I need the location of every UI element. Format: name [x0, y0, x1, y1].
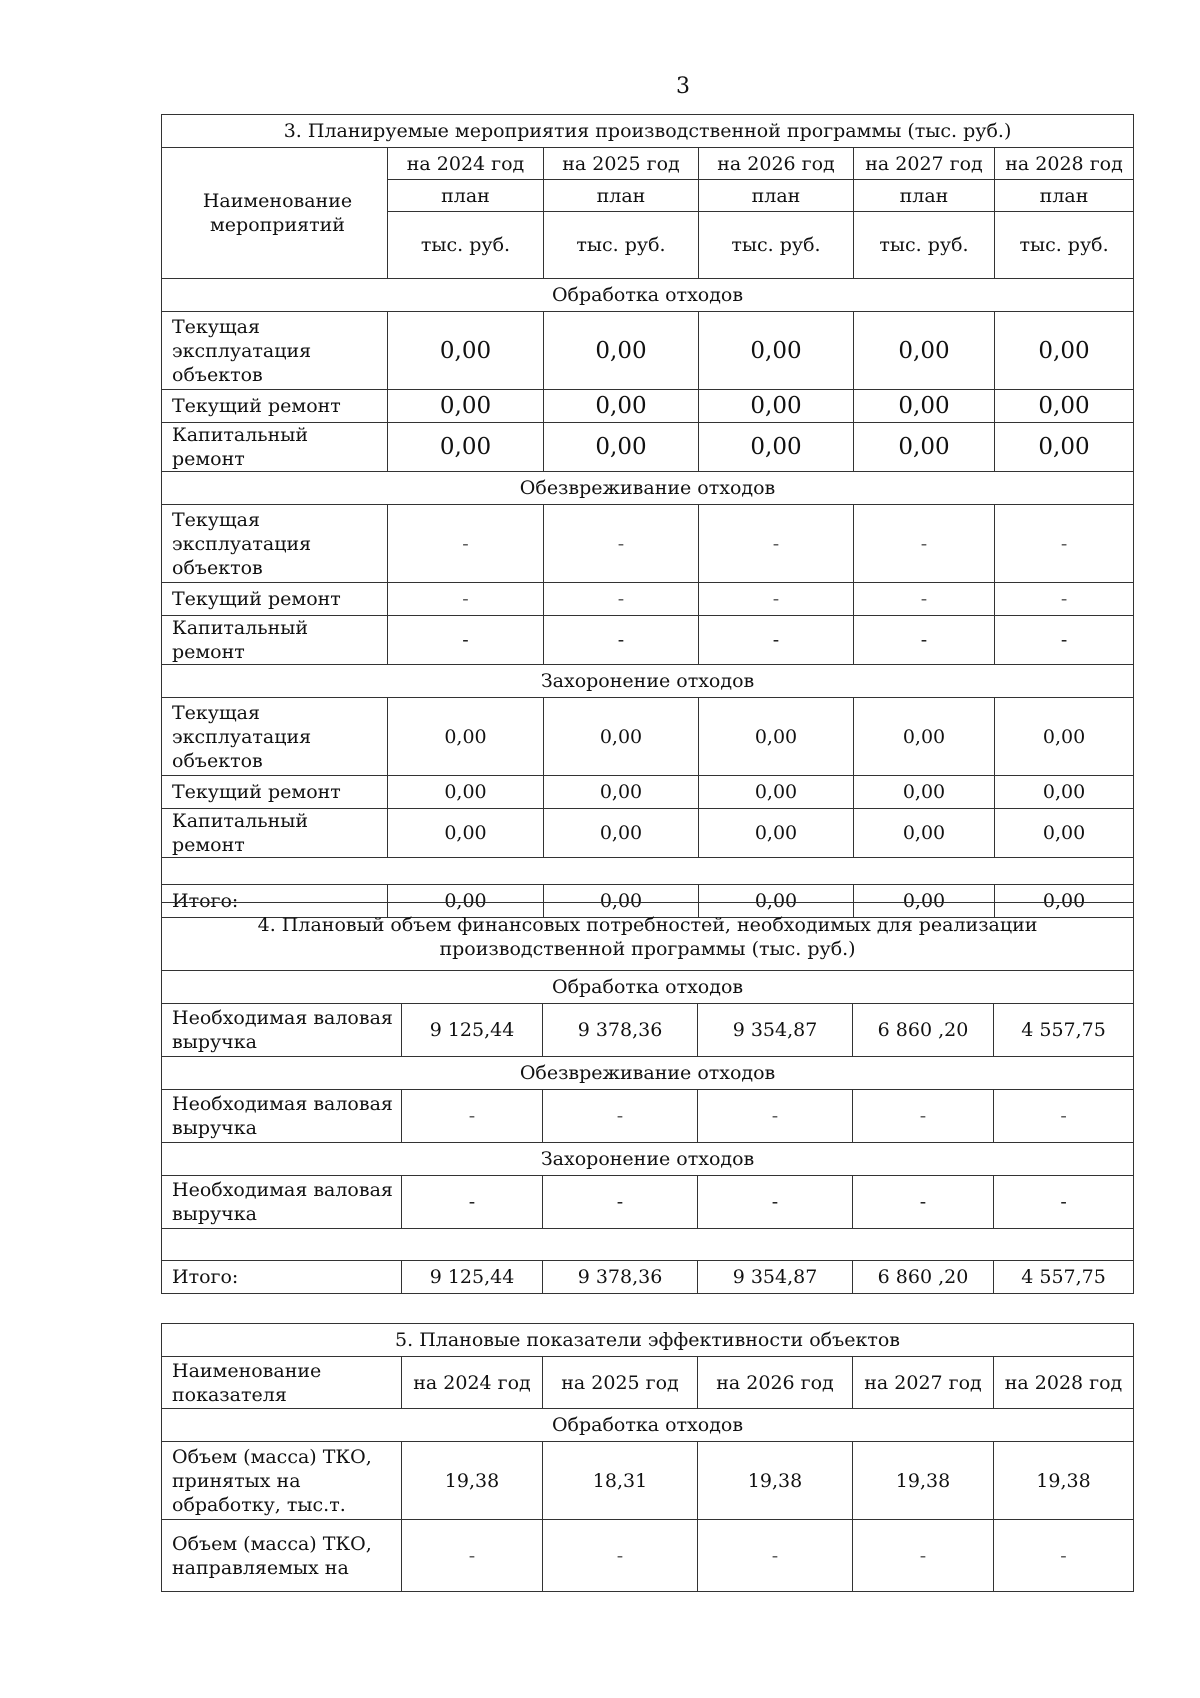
section3-title: 3. Планируемые мероприятия производственной программы (тыс. руб.) — [162, 115, 1134, 148]
spacer-row — [162, 1229, 1134, 1261]
total-label: Итого: — [162, 885, 388, 918]
activity-name-header: Наименование мероприятий — [162, 148, 388, 279]
group-title: Обработка отходов — [162, 279, 1134, 312]
section4-title: 4. Плановый объем финансовых потребностей, необходимых для реализации производственной программы (тыс. руб.) — [162, 903, 1134, 971]
value-cell: - — [543, 1176, 698, 1229]
value-cell: - — [699, 583, 854, 616]
group-title: Захоронение отходов — [162, 665, 1134, 698]
total-value: 0,00 — [699, 885, 854, 918]
value-cell: - — [544, 616, 699, 665]
value-cell: - — [995, 616, 1134, 665]
total-value: 9 378,36 — [543, 1261, 698, 1294]
year-header: на 2024 год — [402, 1357, 543, 1409]
total-value: 4 557,75 — [994, 1261, 1134, 1294]
value-cell: 0,00 — [854, 809, 995, 858]
year-header: на 2028 год — [995, 148, 1134, 180]
value-cell: - — [543, 1520, 698, 1592]
group-title: Захоронение отходов — [162, 1143, 1134, 1176]
financial-needs-table — [161, 902, 1134, 1294]
value-cell: 18,31 — [543, 1442, 698, 1520]
row-name: Текущая эксплуатация объектов — [162, 505, 388, 583]
plan-label: план — [388, 180, 544, 212]
value-cell: - — [544, 505, 699, 583]
value-cell: - — [854, 616, 995, 665]
value-cell: 0,00 — [699, 809, 854, 858]
value-cell: - — [994, 1090, 1134, 1143]
value-cell: - — [388, 616, 544, 665]
value-cell: 0,00 — [854, 776, 995, 809]
value-cell: 0,00 — [388, 312, 544, 390]
total-label: Итого: — [162, 1261, 402, 1294]
value-cell: 0,00 — [388, 809, 544, 858]
section5-title: 5. Плановые показатели эффективности объектов — [162, 1324, 1134, 1357]
value-cell: 0,00 — [854, 312, 995, 390]
unit-label: тыс. руб. — [995, 212, 1134, 279]
total-value: 0,00 — [544, 885, 699, 918]
value-cell: - — [698, 1520, 853, 1592]
value-cell: 9 125,44 — [402, 1004, 543, 1057]
value-cell: - — [698, 1090, 853, 1143]
row-name: Капитальный ремонт — [162, 423, 388, 472]
value-cell: - — [543, 1090, 698, 1143]
year-header: на 2028 год — [994, 1357, 1134, 1409]
value-cell: - — [698, 1176, 853, 1229]
total-value: 6 860 ,20 — [853, 1261, 994, 1294]
value-cell: 0,00 — [995, 390, 1134, 423]
indicator-name-header: Наименование показателя — [162, 1357, 402, 1409]
total-value: 9 354,87 — [698, 1261, 853, 1294]
value-cell: 6 860 ,20 — [853, 1004, 994, 1057]
value-cell: - — [853, 1176, 994, 1229]
value-cell: 0,00 — [544, 312, 699, 390]
value-cell: 0,00 — [854, 698, 995, 776]
row-name: Текущий ремонт — [162, 583, 388, 616]
value-cell: - — [854, 583, 995, 616]
value-cell: 0,00 — [544, 776, 699, 809]
total-value: 0,00 — [388, 885, 544, 918]
efficiency-indicators-table — [161, 1323, 1134, 1592]
value-cell: 0,00 — [699, 776, 854, 809]
value-cell: 0,00 — [995, 312, 1134, 390]
unit-label: тыс. руб. — [854, 212, 995, 279]
value-cell: - — [699, 505, 854, 583]
value-cell: - — [994, 1176, 1134, 1229]
row-name: Капитальный ремонт — [162, 616, 388, 665]
value-cell: 4 557,75 — [994, 1004, 1134, 1057]
value-cell: 0,00 — [854, 390, 995, 423]
row-name: Текущая эксплуатация объектов — [162, 312, 388, 390]
value-cell: 0,00 — [854, 423, 995, 472]
value-cell: 0,00 — [388, 390, 544, 423]
row-name: Необходимая валовая выручка — [162, 1004, 402, 1057]
value-cell: - — [995, 505, 1134, 583]
row-name: Текущий ремонт — [162, 776, 388, 809]
value-cell: - — [402, 1090, 543, 1143]
group-title: Обработка отходов — [162, 971, 1134, 1004]
row-name: Текущая эксплуатация объектов — [162, 698, 388, 776]
value-cell: 0,00 — [699, 312, 854, 390]
value-cell: - — [995, 583, 1134, 616]
value-cell: - — [699, 616, 854, 665]
value-cell: 0,00 — [699, 423, 854, 472]
row-name: Объем (масса) ТКО, принятых на обработку, тыс.т. — [162, 1442, 402, 1520]
value-cell: 0,00 — [995, 423, 1134, 472]
year-header: на 2027 год — [853, 1357, 994, 1409]
plan-label: план — [544, 180, 699, 212]
unit-label: тыс. руб. — [388, 212, 544, 279]
page-number: 3 — [676, 74, 690, 99]
value-cell: 19,38 — [853, 1442, 994, 1520]
value-cell: 0,00 — [995, 698, 1134, 776]
unit-label: тыс. руб. — [699, 212, 854, 279]
plan-label: план — [995, 180, 1134, 212]
value-cell: - — [402, 1520, 543, 1592]
year-header: на 2024 год — [388, 148, 544, 180]
value-cell: 0,00 — [544, 423, 699, 472]
value-cell: 0,00 — [544, 698, 699, 776]
year-header: на 2026 год — [699, 148, 854, 180]
row-name: Текущий ремонт — [162, 390, 388, 423]
value-cell: 19,38 — [994, 1442, 1134, 1520]
unit-label: тыс. руб. — [544, 212, 699, 279]
total-value: 0,00 — [854, 885, 995, 918]
value-cell: - — [854, 505, 995, 583]
value-cell: - — [853, 1090, 994, 1143]
group-title: Обезвреживание отходов — [162, 1057, 1134, 1090]
value-cell: - — [402, 1176, 543, 1229]
group-title: Обезвреживание отходов — [162, 472, 1134, 505]
value-cell: 0,00 — [699, 390, 854, 423]
value-cell: 0,00 — [699, 698, 854, 776]
value-cell: 19,38 — [402, 1442, 543, 1520]
planned-activities-table — [161, 114, 1134, 918]
spacer-row — [162, 858, 1134, 885]
plan-label: план — [699, 180, 854, 212]
year-header: на 2025 год — [543, 1357, 698, 1409]
row-name: Объем (масса) ТКО, направляемых на — [162, 1520, 402, 1592]
value-cell: 0,00 — [388, 423, 544, 472]
year-header: на 2027 год — [854, 148, 995, 180]
row-name: Необходимая валовая выручка — [162, 1176, 402, 1229]
value-cell: 0,00 — [388, 698, 544, 776]
value-cell: - — [853, 1520, 994, 1592]
value-cell: 0,00 — [995, 776, 1134, 809]
year-header: на 2026 год — [698, 1357, 853, 1409]
row-name: Капитальный ремонт — [162, 809, 388, 858]
value-cell: - — [388, 583, 544, 616]
plan-label: план — [854, 180, 995, 212]
group-title: Обработка отходов — [162, 1409, 1134, 1442]
value-cell: - — [544, 583, 699, 616]
value-cell: 9 378,36 — [543, 1004, 698, 1057]
value-cell: - — [994, 1520, 1134, 1592]
total-value: 9 125,44 — [402, 1261, 543, 1294]
value-cell: - — [388, 505, 544, 583]
year-header: на 2025 год — [544, 148, 699, 180]
total-value: 0,00 — [995, 885, 1134, 918]
row-name: Необходимая валовая выручка — [162, 1090, 402, 1143]
value-cell: 0,00 — [544, 809, 699, 858]
value-cell: 9 354,87 — [698, 1004, 853, 1057]
value-cell: 0,00 — [544, 390, 699, 423]
value-cell: 19,38 — [698, 1442, 853, 1520]
value-cell: 0,00 — [388, 776, 544, 809]
value-cell: 0,00 — [995, 809, 1134, 858]
